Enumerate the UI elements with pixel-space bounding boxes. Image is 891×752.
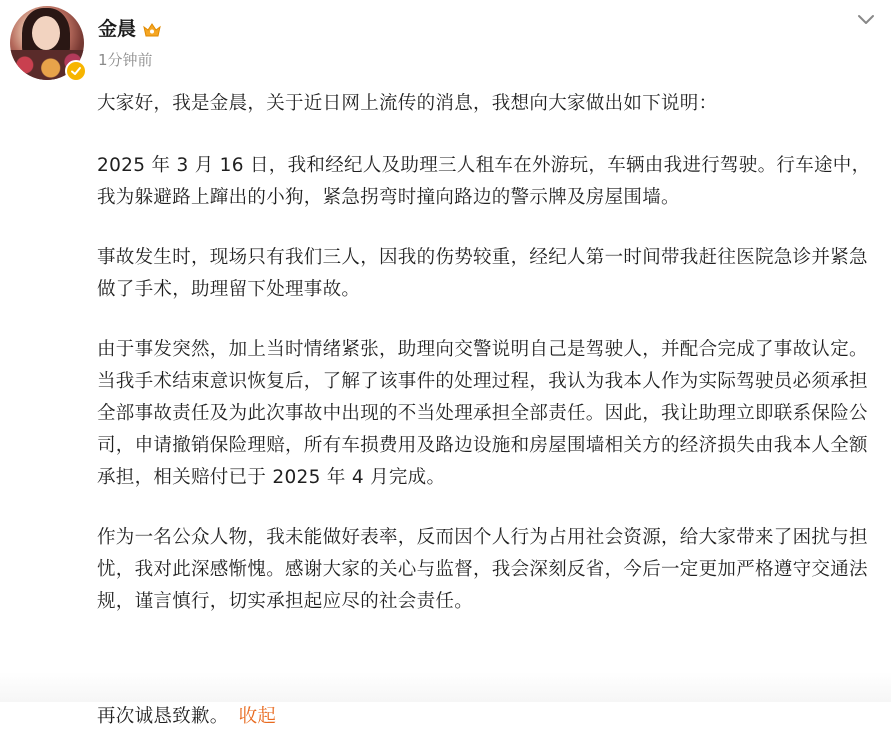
post-header <box>8 6 883 84</box>
chevron-down-icon[interactable] <box>853 10 879 30</box>
author-name-row <box>98 16 162 42</box>
avatar-container[interactable] <box>10 6 86 82</box>
paragraph-incident: 2025 年 3 月 16 日，我和经纪人及助理三人租车在外游玩，车辆由我进行驾驶。行车途中，我为躲避路上蹿出的小狗，紧急拐弯时撞向路边的警示牌及房屋围墙。 <box>97 155 871 208</box>
closing-text: 再次诚恳致歉。 <box>97 706 229 727</box>
text-fade-overlay <box>0 672 891 702</box>
avatar-face <box>32 16 60 50</box>
paragraph-apology: 作为一名公众人物，我未能做好表率，反而因个人行为占用社会资源，给大家带来了困扰与担忧，我对此深感惭愧。感谢大家的关心与监督，我会深刻反省，今后一定更加严格遵守交通法规，谨言慎行，切实承担起应尽的社会责任。 <box>97 527 868 612</box>
crown-icon[interactable] <box>142 20 162 38</box>
collapse-link[interactable]: 收起 <box>238 706 277 727</box>
author-name[interactable]: 金晨 <box>98 18 137 40</box>
closing-row <box>97 701 276 733</box>
verified-check-icon <box>70 65 82 77</box>
verified-badge-icon <box>65 60 87 82</box>
post-body <box>97 88 872 646</box>
paragraph-responsibility: 由于事发突然，加上当时情绪紧张，助理向交警说明自己是驾驶人，并配合完成了事故认定。当我手术结束意识恢复后，了解了该事件的处理过程，我认为我本人作为实际驾驶员必须承担全部事故责任及为此次事故中出现的不当处理承担全部责任。因此，我让助理立即联系保险公司，申请撤销保险理赔，所有车损费用及路边设施和房屋围墙相关方的经济损失由我本人全额承担，相关赔付已于 2025 年 4 月完成。 <box>97 339 868 488</box>
post-timestamp: 1分钟前 <box>98 51 153 69</box>
paragraph-aftermath: 事故发生时，现场只有我们三人，因我的伤势较重，经纪人第一时间带我赶往医院急诊并紧急做了手术，助理留下处理事故。 <box>97 247 868 300</box>
paragraph-greeting: 大家好，我是金晨，关于近日网上流传的消息，我想向大家做出如下说明： <box>97 93 718 114</box>
